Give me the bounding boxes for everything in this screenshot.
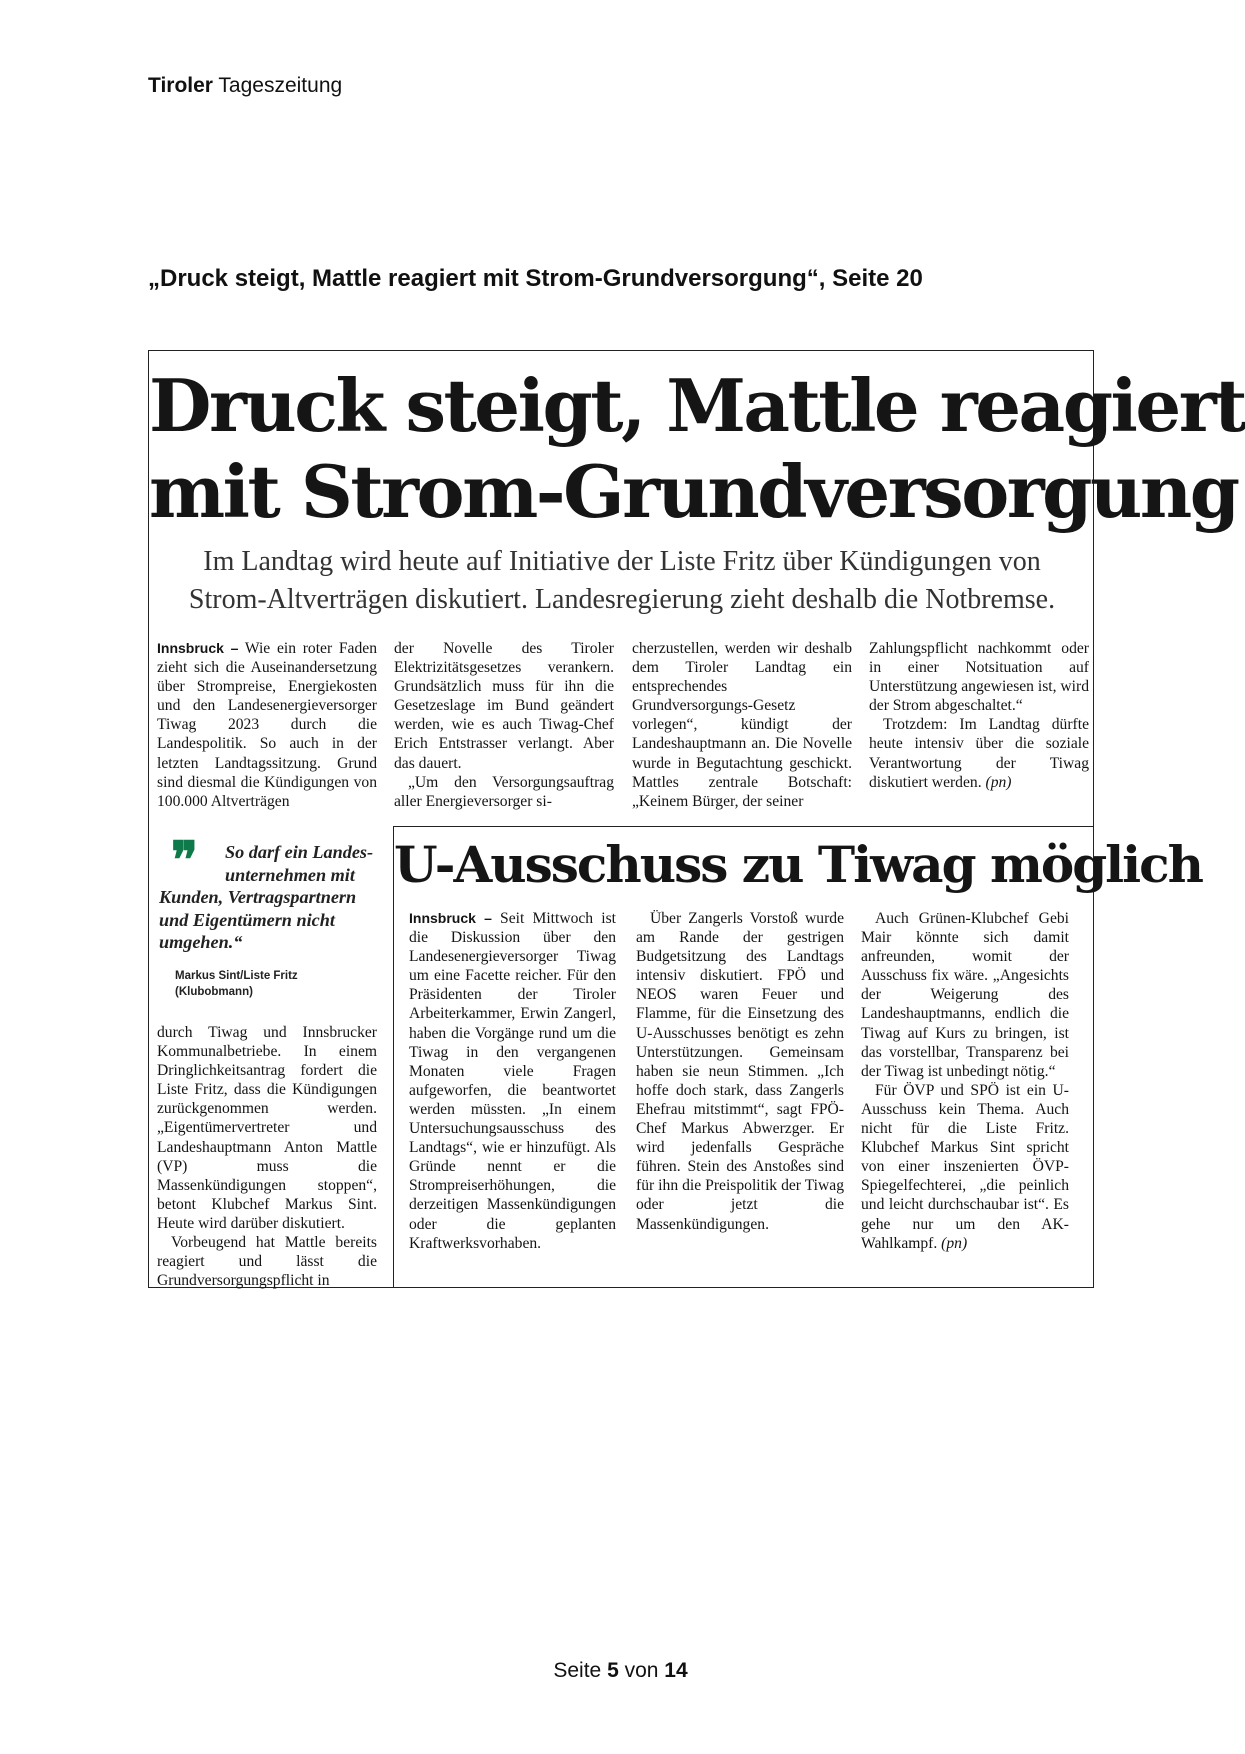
subheadline-line-1: Im Landtag wird heute auf Initiative der Liste Fritz über Kündigungen von	[203, 546, 1041, 577]
article-column-3-paragraph-1: cherzustellen, werden wir deshalb dem Tiroler Landtag ein entsprechendes Grundversorgungs-Gesetz vorlegen“, kündigt der Landeshauptmann an. Die Novelle wurde in Begutachtung geschickt. Mattles zentrale Botschaft: „Keinem Bürger, der seiner	[632, 640, 852, 810]
article-column-1-paragraph-2: durch Tiwag und Innsbrucker Kommunalbetriebe. In einem Dringlichkeitsantrag fordert die Liste Fritz, dass die Kündigungen zurückgenommen werden. „Eigentümervertreter und Landeshauptmann Anton Mattle (VP) muss die Massenkündigungen stoppen“, betont Klubchef Markus Sint. Heute wird darüber diskutiert.	[157, 1024, 377, 1232]
sidebar-dateline: Innsbruck –	[409, 910, 492, 926]
pull-quote-source-line-1: Markus Sint/Liste Fritz	[175, 969, 298, 982]
headline-line-1: Druck steigt, Mattle reagiert	[149, 363, 1245, 448]
article-column-1-paragraph-3: Vorbeugend hat Mattle bereits reagiert und lässt die Grundversorgungspflicht in	[157, 1234, 377, 1290]
sidebar-column-3	[861, 909, 1069, 1253]
quote-mark-icon: ❞	[171, 830, 198, 889]
page-current: 5	[607, 1659, 619, 1682]
sidebar-column-2	[636, 909, 844, 1234]
subheadline-line-2: Strom-Altverträgen diskutiert. Landesregierung zieht deshalb die Notbremse.	[188, 584, 1056, 615]
sidebar-headline: U-Ausschuss zu Tiwag möglich	[394, 835, 1202, 894]
pull-quote-source	[175, 968, 377, 1000]
sidebar-column-3-paragraph-2-text: Für ÖVP und SPÖ ist ein U-Ausschuss kein Thema. Auch nicht für die Liste Fritz. Klubchef Markus Sint spricht von einer inszenierten ÖVP-Spiegelfechterei, „die peinlich und leicht durchschaubar ist“. Es gehe nur um den AK-Wahlkampf.	[861, 1081, 1069, 1252]
sidebar-column-3-paragraph-2	[861, 1081, 1069, 1253]
page-total: 14	[664, 1659, 688, 1682]
article-column-4-paragraph-2-text: Trotzdem: Im Landtag dürfte heute intensiv über die soziale Verantwortung der Tiwag diskutiert werden.	[869, 716, 1089, 791]
article-column-2-paragraph-1: der Novelle des Tiroler Elektrizitätsgesetzes verankern. Grundsätzlich muss für ihn die Gesetzeslage im Bund geändert werden, wie es auch Tiwag-Chef Erich Entstrasser verlangt. Aber das dauert.	[394, 640, 614, 772]
sidebar-column-1	[409, 909, 616, 1253]
pull-quote-line-2: unternehmen mit	[225, 864, 355, 885]
document-title: „Druck steigt, Mattle reagiert mit Strom-Grundversorgung“, Seite 20	[148, 265, 923, 292]
page-middle: von	[618, 1659, 665, 1682]
article-column-2	[394, 639, 614, 811]
headline-line-2: mit Strom-Grundversorgung	[149, 449, 1238, 534]
article-signature: (pn)	[985, 773, 1012, 791]
article-column-1-continued	[157, 1023, 377, 1290]
pull-quote	[157, 830, 377, 1000]
sidebar-signature: (pn)	[941, 1234, 968, 1252]
article-dateline: Innsbruck –	[157, 640, 239, 656]
publication-name-rest: Tageszeitung	[212, 74, 343, 97]
page-prefix: Seite	[553, 1659, 608, 1682]
sidebar-column-1-text: Seit Mittwoch ist die Diskussion über den Landesenergieversorger Tiwag um eine Facette reicher. Für den Präsidenten der Tiroler Arbeiterkammer, Erwin Zangerl, haben die Vorgänge rund um die Tiwag in den vergangenen Monaten viele Fragen aufgeworfen, die beantwortet werden müssten. „In einem Untersuchungsausschuss des Landtags“, wie er hinzufügt. Als Gründe nennt er die Strompreiserhöhungen, die derzeitigen Massenkündigungen oder die geplanten Kraftwerksvorhaben.	[409, 910, 616, 1252]
article-column-1-text: Wie ein roter Faden zieht sich die Auseinandersetzung über Strompreise, Energiekosten und den Landesenergieversorger Tiwag 2023 durch die Landespolitik. So auch in der letzten Landtagssitzung. Grund sind diesmal die Kündigungen von 100.000 Altverträgen	[157, 640, 377, 810]
article-column-1	[157, 639, 377, 839]
pull-quote-rest: Kunden, Vertragspartnern und Eigentümern nicht umgehen.“	[159, 887, 357, 952]
article-column-4	[869, 639, 1089, 792]
sidebar-column-3-paragraph-1: Auch Grünen-Klubchef Gebi Mair könnte sich damit anfreunden, womit der Ausschuss fix wäre. „Angesichts der Weigerung des Landeshauptmanns, endlich die Tiwag auf Kurs zu bringen, ist das vorstellbar, Transparenz bei der Tiwag ist unbedingt nötig.“	[861, 910, 1069, 1080]
publication-name-bold: Tiroler	[148, 74, 213, 97]
newspaper-clipping	[148, 350, 1245, 1290]
page-number	[0, 1659, 1241, 1683]
article-column-3	[632, 639, 852, 811]
sidebar-column-2-text: Über Zangerls Vorstoß wurde am Rande der gestrigen Budgetsitzung des Landtags intensiv diskutiert. FPÖ und NEOS waren Feuer und Flamme, für die Einsetzung des U-Ausschusses benötigt es zehn Unterstützungen. Gemeinsam haben sie neun Stimmen. „Ich hoffe doch stark, dass Zangerls Ehefrau mitstimmt“, sagt FPÖ-Chef Markus Abwerzger. Er wird jedenfalls Gespräche führen. Stein des Anstoßes sind für ihn die Preispolitik der Tiwag oder jetzt die Massenkündigungen.	[636, 910, 844, 1233]
article-column-4-paragraph-2	[869, 715, 1089, 791]
pull-quote-lead: So darf ein Landes-	[225, 842, 374, 862]
article-column-4-paragraph-1: Zahlungspflicht nachkommt oder in einer Notsituation auf Unterstützung angewiesen ist, wird der Strom abgeschaltet.“	[869, 640, 1089, 715]
article-column-2-paragraph-2: „Um den Versorgungsauftrag aller Energieversorger si-	[394, 773, 614, 810]
publication-name	[148, 74, 342, 98]
pull-quote-source-line-2: (Klubobmann)	[175, 985, 253, 998]
